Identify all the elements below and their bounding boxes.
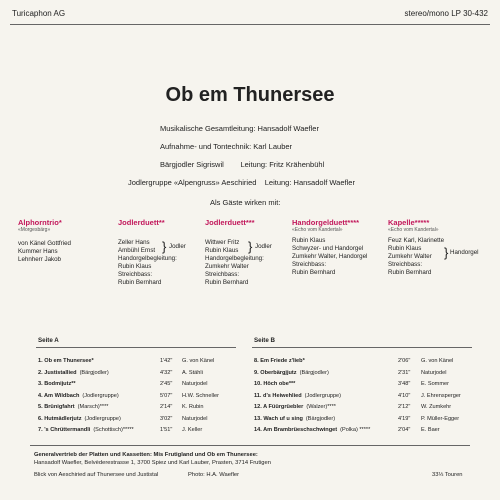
brace-icon: } — [162, 239, 167, 254]
track-title: 13. Wach uf u sing — [254, 415, 303, 422]
track-note: (Polka) ***** — [340, 427, 371, 433]
track-title: 3. Bodmijutz** — [38, 381, 76, 387]
track-title: 2. Justistallied — [38, 369, 77, 376]
member: Feuz Karl, Klarinette — [388, 237, 445, 244]
member: Rubin Bernhard — [205, 279, 249, 286]
group-title: Handorgelduett**** — [292, 218, 360, 227]
track-note: (Bärgjodler) — [299, 369, 329, 376]
track-duration: 2'04" — [398, 427, 411, 433]
track-row — [254, 393, 341, 400]
member: Handorgelbegleitung: — [118, 255, 177, 262]
track-title: 8. Em Friede z'lieb* — [254, 358, 305, 364]
member: Streichbass: — [118, 271, 153, 278]
group-subtitle: «Morgesbärg» — [18, 227, 51, 233]
brace-label: Handorgel — [450, 249, 479, 256]
group-kapelle — [388, 218, 479, 277]
track-title: 6. Hutmädlerjutz — [38, 415, 82, 422]
track-author: H.W. Schneller — [182, 392, 219, 399]
track-title: 4. Am Wildbach — [38, 392, 80, 399]
track-author: E. Baer — [421, 427, 440, 433]
track-row — [254, 358, 308, 365]
track-row — [254, 370, 329, 377]
photo-credit: Photo: H.A. Waefler — [188, 472, 240, 478]
track-author: G. von Känel — [421, 358, 454, 364]
track-row — [254, 381, 298, 388]
catalog-number: stereo/mono LP 30-432 — [404, 9, 488, 18]
group-subtitle: «Echo vom Kandertal» — [292, 227, 343, 233]
track-title: 7. 's Chrüttermandli — [38, 427, 91, 433]
track-author: J. Keller — [182, 427, 203, 433]
track-row — [38, 427, 134, 434]
record-label: Turicaphon AG — [12, 9, 66, 18]
track-author: A. Stähli — [182, 369, 203, 376]
album-title: Ob em Thunersee — [165, 84, 335, 106]
member: Zeller Hans — [118, 239, 150, 246]
track-author: Naturjodel — [421, 369, 447, 376]
track-duration: 2'45" — [160, 381, 173, 387]
track-row — [38, 416, 121, 423]
track-row — [38, 393, 119, 400]
member: Lehnherr Jakob — [18, 256, 61, 263]
group-subtitle: «Echo vom Kandertal» — [388, 227, 439, 233]
brace-icon: } — [248, 239, 253, 254]
track-row — [254, 427, 370, 434]
track-title: 9. Oberbärgjjutz — [254, 369, 297, 376]
track-duration: 4'32" — [160, 369, 173, 376]
group-jodlerduett-1 — [118, 218, 186, 287]
credit-1: Musikalische Gesamtleitung: Hansadolf Waefler — [160, 124, 319, 133]
member: Rubin Bernhard — [292, 269, 336, 276]
track-duration: 1'51" — [160, 427, 173, 433]
member: Kummer Hans — [18, 248, 58, 255]
distribution-line-2: Hansadolf Waefler, Belvèderestrasse 1, 3700 Spiez und Karl Lauber, Prasten, 3714 Frutigen — [34, 460, 271, 466]
side-b-divider — [252, 347, 472, 348]
track-duration: 2'14" — [160, 404, 173, 410]
member: Zumkehr Walter — [388, 253, 432, 260]
member: Rubin Klaus — [388, 245, 422, 252]
track-author: Naturjodel — [182, 381, 208, 387]
track-author: G. von Känel — [182, 358, 215, 364]
group-jodlerduett-2 — [205, 218, 272, 287]
member: Rubin Bernhard — [118, 279, 162, 286]
member: Wittwer Fritz — [205, 239, 240, 246]
member: Streichbass: — [205, 271, 240, 278]
track-title: 1. Ob em Thunersee* — [38, 358, 94, 364]
group-title: Alphorntrio* — [18, 218, 62, 227]
member: Streichbass: — [388, 261, 423, 268]
track-note: (Bärgjodler) — [305, 415, 336, 422]
track-author: W. Zumkehr — [421, 404, 452, 410]
track-title: 12. A Füürgrüebler — [254, 404, 304, 410]
track-duration: 2'12" — [398, 404, 411, 410]
side-b-label: Seite B — [254, 337, 275, 344]
track-note: (Bärgjodler) — [79, 369, 109, 376]
top-divider — [10, 24, 490, 25]
speed: 33⅓ Touren — [432, 472, 463, 478]
track-row — [38, 404, 108, 411]
brace-icon: } — [444, 245, 449, 260]
track-author: J. Ehrensperger — [421, 392, 461, 399]
member: Rubin Klaus — [205, 247, 239, 254]
track-note: (Jodlergruppe) — [304, 392, 342, 399]
member: Rubin Bernhard — [388, 269, 432, 276]
track-title: 10. Höch obe*** — [254, 381, 296, 387]
credit-2: Aufnahme- und Tontechnik: Karl Lauber — [160, 142, 293, 151]
brace-label: Jodler — [169, 243, 186, 250]
member: Schwyzer- und Handorgel — [292, 245, 364, 252]
track-author: Naturjodel — [182, 415, 208, 422]
member: von Känel Gottfried — [18, 240, 71, 247]
track-duration: 4'10" — [398, 392, 411, 399]
member: Zumkehr Walter, Handorgel — [292, 253, 368, 260]
track-duration: 1'42" — [160, 358, 173, 364]
distribution-line-1: Generalvertrieb der Platten und Kassetten: Mis Frutigland und Ob em Thunersee: — [34, 452, 258, 458]
group-title: Jodlerduett** — [118, 218, 165, 227]
member: Zumkehr Walter — [205, 263, 249, 270]
track-duration: 2'06" — [398, 358, 411, 364]
track-row — [38, 381, 79, 388]
track-note: (Marsch)**** — [77, 404, 109, 410]
track-author: K. Rubin — [182, 404, 204, 410]
track-note: (Schottisch)***** — [93, 427, 134, 433]
photo-caption: Blick von Aeschiried auf Thunersee und Justistal — [34, 472, 159, 478]
track-duration: 5'07" — [160, 392, 173, 399]
member: Streichbass: — [292, 261, 327, 268]
group-alphorntrio — [18, 218, 71, 264]
side-a-divider — [36, 347, 236, 348]
group-handorgelduett — [292, 218, 367, 277]
group-title: Kapelle***** — [388, 218, 430, 227]
track-author: P. Müller-Egger — [421, 415, 460, 422]
track-row — [254, 416, 335, 423]
track-row — [38, 358, 97, 365]
member: Handorgelbegleitung: — [205, 255, 264, 262]
track-title: 5. Brünigfahrt — [38, 404, 75, 410]
track-duration: 2'31" — [398, 369, 411, 376]
guests-heading: Als Gäste wirken mit: — [210, 198, 281, 207]
credit-3: Bärgjodler Sigriswil Leitung: Fritz Krähenbühl — [160, 160, 325, 169]
credit-4: Jodlergruppe «Alpengruss» Aeschiried Leitung: Hansadolf Waefler — [128, 178, 355, 187]
track-row — [38, 370, 109, 377]
track-note: (Walzer)**** — [306, 404, 336, 410]
track-title: 11. d's Heiwehlied — [254, 392, 302, 399]
track-note: (Jodlergruppe) — [82, 392, 119, 399]
footer-divider — [30, 445, 470, 446]
member: Ambühl Ernst — [118, 247, 156, 254]
side-a-label: Seite A — [38, 337, 59, 344]
track-duration: 3'02" — [160, 415, 173, 422]
track-author: E. Sommer — [421, 381, 449, 387]
member: Rubin Klaus — [292, 237, 326, 244]
track-duration: 3'48" — [398, 381, 411, 387]
track-row — [254, 404, 336, 411]
brace-label: Jodler — [255, 243, 272, 250]
track-note: (Jodlergruppe) — [84, 415, 121, 422]
track-title: 14. Am Brambrüeschschwinget — [254, 427, 338, 433]
group-title: Jodlerduett*** — [205, 218, 255, 227]
track-duration: 4'19" — [398, 415, 411, 422]
member: Rubin Klaus — [118, 263, 152, 270]
